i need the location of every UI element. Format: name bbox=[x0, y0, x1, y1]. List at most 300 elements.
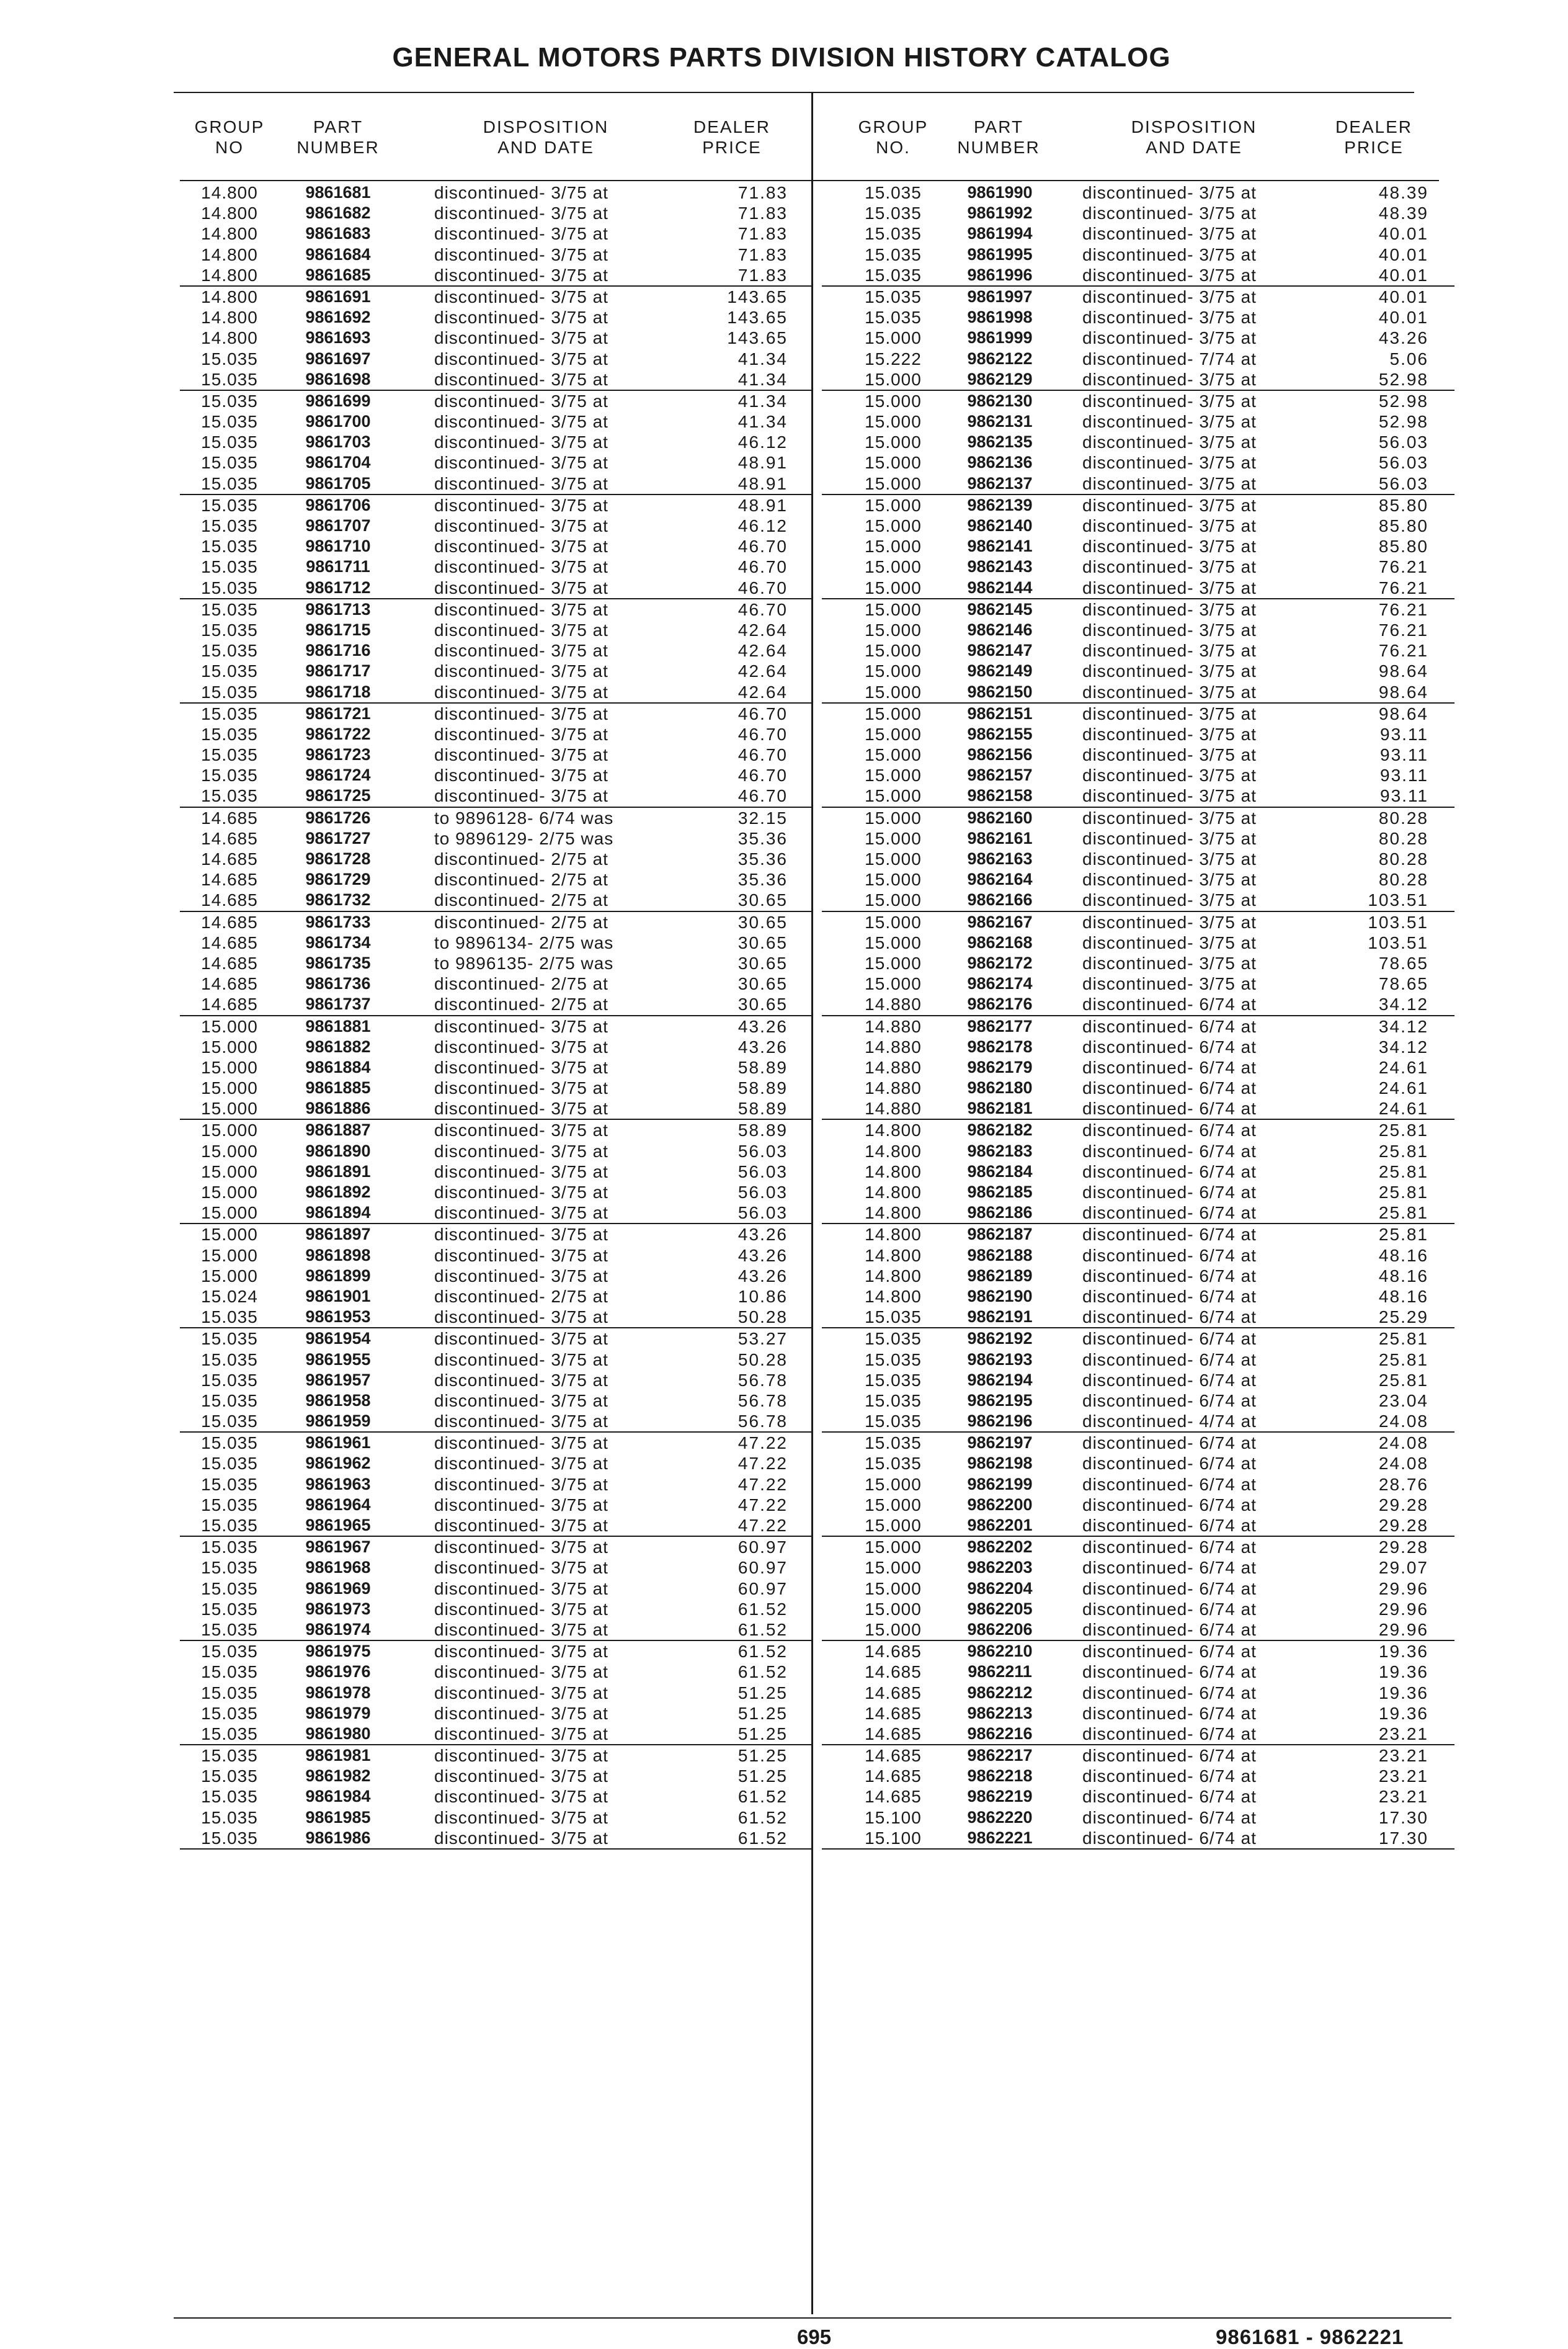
dealer-price: 30.65 bbox=[737, 974, 788, 994]
disposition: discontinued- 3/75 at bbox=[434, 473, 608, 493]
table-row bbox=[822, 1433, 1454, 1453]
group-no: 15.035 bbox=[201, 453, 258, 473]
disposition: discontinued- 3/75 at bbox=[1082, 953, 1257, 973]
disposition: discontinued- 6/74 at bbox=[1082, 1703, 1257, 1723]
table-row bbox=[180, 369, 813, 391]
group-no: 15.000 bbox=[865, 1537, 922, 1557]
disposition: discontinued- 3/75 at bbox=[1082, 620, 1257, 640]
part-number: 9861894 bbox=[305, 1203, 371, 1222]
table-row bbox=[822, 1141, 1454, 1161]
group-no: 15.000 bbox=[865, 578, 922, 597]
disposition: discontinued- 6/74 at bbox=[1082, 1225, 1257, 1245]
part-number: 9861976 bbox=[305, 1662, 371, 1681]
group-no: 15.000 bbox=[865, 661, 922, 681]
part-number: 9862189 bbox=[967, 1266, 1033, 1285]
table-row bbox=[180, 1307, 813, 1328]
group-no: 15.035 bbox=[201, 620, 258, 640]
dealer-price: 43.26 bbox=[737, 1016, 788, 1036]
part-number: 9861721 bbox=[305, 704, 371, 723]
dealer-price: 30.65 bbox=[737, 995, 788, 1014]
disposition: discontinued- 3/75 at bbox=[434, 557, 608, 577]
table-row bbox=[180, 1202, 813, 1224]
part-number: 9862210 bbox=[967, 1642, 1033, 1661]
disposition: discontinued- 3/75 at bbox=[434, 620, 608, 640]
dealer-price: 50.28 bbox=[737, 1307, 788, 1327]
part-number: 9862122 bbox=[967, 349, 1033, 368]
part-number: 9861705 bbox=[305, 473, 371, 493]
disposition: discontinued- 3/75 at bbox=[434, 204, 608, 223]
part-number: 9861981 bbox=[305, 1746, 371, 1765]
disposition: discontinued- 3/75 at bbox=[1082, 890, 1257, 910]
disposition: discontinued- 6/74 at bbox=[1082, 1662, 1257, 1682]
part-number: 9861685 bbox=[305, 265, 371, 284]
dealer-price: 25.81 bbox=[1378, 1161, 1428, 1181]
disposition: discontinued- 6/74 at bbox=[1082, 1183, 1257, 1202]
part-number: 9862211 bbox=[968, 1662, 1032, 1681]
group-no: 15.035 bbox=[865, 308, 922, 328]
table-row bbox=[822, 1266, 1454, 1286]
left-table-body bbox=[180, 182, 813, 1850]
part-number: 9861681 bbox=[305, 183, 371, 202]
table-row bbox=[822, 473, 1454, 495]
dealer-price: 41.34 bbox=[737, 349, 788, 369]
table-row bbox=[822, 785, 1454, 807]
disposition: discontinued- 3/75 at bbox=[434, 1037, 608, 1057]
part-number: 9861963 bbox=[305, 1474, 371, 1493]
disposition: discontinued- 3/75 at bbox=[434, 1225, 608, 1245]
group-no: 14.685 bbox=[865, 1724, 922, 1743]
part-number: 9861683 bbox=[305, 224, 371, 243]
group-no: 14.880 bbox=[865, 1057, 922, 1077]
disposition: to 9896128- 6/74 was bbox=[434, 808, 614, 828]
group-no: 15.000 bbox=[201, 1266, 258, 1286]
group-no: 15.035 bbox=[865, 244, 922, 264]
dealer-price: 76.21 bbox=[1378, 578, 1428, 597]
header-group: GROUP NO. bbox=[858, 117, 929, 157]
group-no: 15.035 bbox=[865, 1349, 922, 1369]
part-number: 9862156 bbox=[967, 745, 1033, 764]
table-row bbox=[822, 1766, 1454, 1786]
table-row bbox=[822, 973, 1454, 994]
disposition: discontinued- 6/74 at bbox=[1082, 1121, 1257, 1140]
table-row bbox=[180, 994, 813, 1016]
group-no: 15.035 bbox=[865, 1370, 922, 1390]
group-no: 15.035 bbox=[201, 557, 258, 577]
group-no: 15.000 bbox=[865, 745, 922, 765]
part-number: 9861974 bbox=[305, 1619, 371, 1639]
disposition: discontinued- 3/75 at bbox=[434, 308, 608, 328]
group-no: 15.035 bbox=[201, 724, 258, 744]
group-no: 15.000 bbox=[865, 1516, 922, 1535]
disposition: discontinued- 3/75 at bbox=[434, 1558, 608, 1578]
dealer-price: 25.81 bbox=[1378, 1370, 1428, 1390]
table-row bbox=[822, 869, 1454, 890]
table-row bbox=[822, 640, 1454, 661]
part-number: 9861969 bbox=[305, 1578, 371, 1598]
dealer-price: 56.78 bbox=[737, 1370, 788, 1390]
part-number: 9861715 bbox=[305, 620, 371, 639]
dealer-price: 56.03 bbox=[737, 1141, 788, 1161]
part-number: 9862180 bbox=[967, 1078, 1033, 1098]
table-row bbox=[822, 1724, 1454, 1745]
disposition: discontinued- 3/75 at bbox=[434, 1433, 608, 1453]
disposition: discontinued- 3/75 at bbox=[1082, 724, 1257, 744]
dealer-price: 85.80 bbox=[1378, 516, 1428, 535]
table-row bbox=[822, 1016, 1454, 1037]
header-price: DEALER PRICE bbox=[693, 117, 771, 157]
disposition: discontinued- 6/74 at bbox=[1082, 1370, 1257, 1390]
dealer-price: 103.51 bbox=[1368, 890, 1428, 910]
dealer-price: 35.36 bbox=[737, 828, 788, 848]
part-number: 9862198 bbox=[967, 1454, 1033, 1473]
dealer-price: 71.83 bbox=[737, 244, 788, 264]
part-number: 9861727 bbox=[305, 828, 371, 848]
disposition: discontinued- 3/75 at bbox=[1082, 745, 1257, 765]
table-row bbox=[180, 391, 813, 411]
group-no: 15.035 bbox=[201, 641, 258, 661]
disposition: discontinued- 3/75 at bbox=[434, 1329, 608, 1349]
disposition: discontinued- 4/74 at bbox=[1082, 1412, 1257, 1431]
table-row bbox=[822, 1453, 1454, 1474]
dealer-price: 58.89 bbox=[737, 1057, 788, 1077]
table-row bbox=[822, 432, 1454, 452]
part-number: 9861698 bbox=[305, 369, 371, 388]
dealer-price: 46.12 bbox=[737, 516, 788, 535]
table-row bbox=[822, 349, 1454, 369]
group-no: 15.000 bbox=[201, 1161, 258, 1181]
disposition: discontinued- 3/75 at bbox=[434, 1807, 608, 1827]
table-row bbox=[180, 1141, 813, 1161]
group-no: 15.000 bbox=[865, 495, 922, 515]
table-row bbox=[822, 994, 1454, 1016]
table-row bbox=[822, 1641, 1454, 1662]
dealer-price: 98.64 bbox=[1378, 661, 1428, 681]
part-number: 9862166 bbox=[967, 890, 1033, 910]
dealer-price: 25.81 bbox=[1378, 1225, 1428, 1245]
table-row bbox=[180, 1641, 813, 1662]
table-row bbox=[180, 411, 813, 432]
table-row bbox=[822, 1537, 1454, 1557]
disposition: discontinued- 3/75 at bbox=[434, 1078, 608, 1098]
disposition: discontinued- 6/74 at bbox=[1082, 1807, 1257, 1827]
table-row bbox=[180, 765, 813, 785]
part-number: 9861995 bbox=[967, 244, 1033, 264]
group-no: 14.685 bbox=[865, 1662, 922, 1682]
disposition: discontinued- 3/75 at bbox=[1082, 933, 1257, 952]
table-row bbox=[822, 745, 1454, 765]
table-row bbox=[822, 203, 1454, 223]
disposition: discontinued- 3/75 at bbox=[1082, 308, 1257, 328]
disposition: discontinued- 3/75 at bbox=[434, 661, 608, 681]
table-row bbox=[822, 828, 1454, 849]
group-no: 15.035 bbox=[201, 1433, 258, 1453]
table-row bbox=[180, 1390, 813, 1411]
part-number: 9861901 bbox=[305, 1286, 371, 1305]
disposition: discontinued- 3/75 at bbox=[434, 1412, 608, 1431]
dealer-price: 76.21 bbox=[1378, 599, 1428, 619]
disposition: discontinued- 3/75 at bbox=[434, 786, 608, 806]
disposition: discontinued- 6/74 at bbox=[1082, 1349, 1257, 1369]
dealer-price: 19.36 bbox=[1378, 1642, 1428, 1662]
dealer-price: 103.51 bbox=[1368, 933, 1428, 952]
part-number: 9861890 bbox=[305, 1141, 371, 1160]
part-number: 9861711 bbox=[306, 557, 370, 576]
part-number: 9861959 bbox=[305, 1412, 371, 1431]
table-row bbox=[822, 495, 1454, 516]
dealer-price: 51.25 bbox=[737, 1746, 788, 1766]
disposition: discontinued- 3/75 at bbox=[434, 1183, 608, 1202]
table-row bbox=[180, 1515, 813, 1537]
group-no: 15.035 bbox=[865, 1412, 922, 1431]
group-no: 14.685 bbox=[865, 1642, 922, 1662]
dealer-price: 43.26 bbox=[737, 1266, 788, 1286]
right-table-body bbox=[822, 182, 1454, 1850]
part-number: 9861997 bbox=[967, 287, 1033, 306]
disposition: discontinued- 3/75 at bbox=[1082, 224, 1257, 244]
dealer-price: 41.34 bbox=[737, 391, 788, 411]
dealer-price: 19.36 bbox=[1378, 1703, 1428, 1723]
group-no: 15.035 bbox=[201, 412, 258, 432]
part-number: 9862158 bbox=[967, 786, 1033, 805]
dealer-price: 35.36 bbox=[737, 849, 788, 869]
table-row bbox=[180, 1037, 813, 1057]
table-row bbox=[180, 912, 813, 933]
group-no: 14.800 bbox=[201, 224, 258, 244]
part-number: 9861898 bbox=[305, 1245, 371, 1264]
dealer-price: 47.22 bbox=[737, 1454, 788, 1474]
dealer-price: 5.06 bbox=[1389, 349, 1428, 369]
disposition: discontinued- 3/75 at bbox=[434, 391, 608, 411]
disposition: discontinued- 3/75 at bbox=[434, 1787, 608, 1807]
table-row bbox=[180, 1098, 813, 1120]
table-row bbox=[180, 1766, 813, 1786]
part-number: 9862183 bbox=[967, 1141, 1033, 1160]
part-number: 9862202 bbox=[967, 1537, 1033, 1557]
dealer-price: 48.16 bbox=[1378, 1245, 1428, 1265]
group-no: 15.000 bbox=[865, 849, 922, 869]
disposition: discontinued- 3/75 at bbox=[434, 516, 608, 535]
part-number: 9861999 bbox=[967, 328, 1033, 347]
part-number: 9862192 bbox=[967, 1329, 1033, 1348]
dealer-price: 61.52 bbox=[737, 1787, 788, 1807]
table-row bbox=[822, 1307, 1454, 1328]
dealer-price: 40.01 bbox=[1378, 265, 1428, 285]
dealer-price: 98.64 bbox=[1378, 704, 1428, 723]
table-row bbox=[180, 682, 813, 704]
part-number: 9861703 bbox=[305, 432, 371, 452]
part-number: 9862217 bbox=[967, 1746, 1033, 1765]
dealer-price: 46.70 bbox=[737, 578, 788, 597]
group-no: 15.035 bbox=[201, 745, 258, 765]
table-row bbox=[180, 203, 813, 223]
table-row bbox=[822, 1390, 1454, 1411]
dealer-price: 143.65 bbox=[727, 328, 788, 348]
part-number: 9861726 bbox=[305, 808, 371, 827]
disposition: discontinued- 6/74 at bbox=[1082, 1619, 1257, 1639]
table-row bbox=[180, 1328, 813, 1349]
group-no: 15.000 bbox=[201, 1225, 258, 1245]
disposition: discontinued- 6/74 at bbox=[1082, 1266, 1257, 1286]
dealer-price: 42.64 bbox=[737, 641, 788, 661]
dealer-price: 56.78 bbox=[737, 1390, 788, 1410]
table-row bbox=[180, 1828, 813, 1850]
disposition: discontinued- 3/75 at bbox=[434, 1642, 608, 1662]
dealer-price: 51.25 bbox=[737, 1724, 788, 1743]
part-number: 9861892 bbox=[305, 1183, 371, 1201]
dealer-price: 35.36 bbox=[737, 870, 788, 890]
dealer-price: 143.65 bbox=[727, 308, 788, 328]
table-row bbox=[822, 1599, 1454, 1619]
disposition: discontinued- 6/74 at bbox=[1082, 1141, 1257, 1161]
disposition: discontinued- 6/74 at bbox=[1082, 1329, 1257, 1349]
table-row bbox=[180, 1245, 813, 1266]
group-no: 14.800 bbox=[201, 244, 258, 264]
group-no: 14.685 bbox=[201, 849, 258, 869]
group-no: 15.000 bbox=[201, 1099, 258, 1119]
part-number: 9861887 bbox=[305, 1121, 371, 1140]
table-row bbox=[180, 1786, 813, 1807]
group-no: 14.800 bbox=[201, 328, 258, 348]
group-no: 14.800 bbox=[865, 1121, 922, 1140]
left-column bbox=[180, 112, 813, 1848]
dealer-price: 43.26 bbox=[737, 1225, 788, 1245]
part-number: 9861954 bbox=[305, 1329, 371, 1348]
disposition: discontinued- 3/75 at bbox=[434, 1578, 608, 1598]
disposition: discontinued- 3/75 at bbox=[434, 1516, 608, 1535]
disposition: discontinued- 6/74 at bbox=[1082, 1307, 1257, 1327]
disposition: discontinued- 3/75 at bbox=[434, 1683, 608, 1702]
table-row bbox=[180, 599, 813, 620]
table-row bbox=[180, 1662, 813, 1682]
group-no: 15.000 bbox=[865, 1578, 922, 1598]
group-no: 14.685 bbox=[865, 1746, 922, 1766]
dealer-price: 29.28 bbox=[1378, 1495, 1428, 1515]
part-number: 9861725 bbox=[305, 786, 371, 805]
disposition: discontinued- 2/75 at bbox=[434, 870, 608, 890]
dealer-price: 51.25 bbox=[737, 1683, 788, 1702]
disposition: discontinued- 6/74 at bbox=[1082, 1578, 1257, 1598]
table-row bbox=[822, 1224, 1454, 1245]
group-no: 15.000 bbox=[865, 766, 922, 785]
table-row bbox=[822, 661, 1454, 681]
group-no: 14.685 bbox=[201, 974, 258, 994]
disposition: discontinued- 6/74 at bbox=[1082, 1599, 1257, 1619]
table-row bbox=[822, 953, 1454, 973]
table-row bbox=[180, 495, 813, 516]
table-row bbox=[180, 933, 813, 953]
disposition: discontinued- 3/75 at bbox=[434, 1349, 608, 1369]
dealer-price: 24.61 bbox=[1378, 1078, 1428, 1098]
disposition: discontinued- 3/75 at bbox=[1082, 974, 1257, 994]
part-number: 9861961 bbox=[305, 1433, 371, 1452]
disposition: discontinued- 6/74 at bbox=[1082, 1203, 1257, 1223]
table-row bbox=[180, 1619, 813, 1641]
group-no: 15.000 bbox=[865, 704, 922, 723]
disposition: discontinued- 3/75 at bbox=[1082, 287, 1257, 306]
group-no: 14.800 bbox=[865, 1161, 922, 1181]
part-number: 9862167 bbox=[967, 912, 1033, 931]
dealer-price: 93.11 bbox=[1380, 745, 1428, 765]
group-no: 15.035 bbox=[865, 224, 922, 244]
dealer-price: 143.65 bbox=[727, 287, 788, 306]
dealer-price: 24.08 bbox=[1378, 1412, 1428, 1431]
group-no: 15.035 bbox=[201, 1537, 258, 1557]
part-number: 9862196 bbox=[967, 1412, 1033, 1431]
group-no: 15.035 bbox=[201, 369, 258, 389]
dealer-price: 34.12 bbox=[1378, 1037, 1428, 1057]
dealer-price: 23.21 bbox=[1378, 1746, 1428, 1766]
table-row bbox=[822, 1786, 1454, 1807]
table-row bbox=[180, 1349, 813, 1370]
group-no: 15.035 bbox=[865, 1329, 922, 1349]
dealer-price: 41.34 bbox=[737, 369, 788, 389]
part-number: 9862190 bbox=[967, 1286, 1033, 1305]
part-number: 9862149 bbox=[967, 661, 1033, 681]
table-row bbox=[822, 1098, 1454, 1120]
group-no: 15.000 bbox=[865, 786, 922, 806]
disposition: discontinued- 3/75 at bbox=[434, 1495, 608, 1515]
table-row bbox=[822, 307, 1454, 328]
table-row bbox=[180, 745, 813, 765]
group-no: 15.035 bbox=[201, 578, 258, 597]
group-no: 15.000 bbox=[865, 516, 922, 535]
group-no: 14.685 bbox=[865, 1766, 922, 1786]
table-row bbox=[822, 1202, 1454, 1224]
table-row bbox=[180, 516, 813, 536]
group-no: 15.035 bbox=[201, 1558, 258, 1578]
group-no: 14.880 bbox=[865, 1016, 922, 1036]
group-no: 15.000 bbox=[865, 1619, 922, 1639]
dealer-price: 28.76 bbox=[1378, 1474, 1428, 1494]
dealer-price: 46.70 bbox=[737, 786, 788, 806]
disposition: discontinued- 3/75 at bbox=[1082, 391, 1257, 411]
table-row bbox=[180, 473, 813, 495]
disposition: discontinued- 3/75 at bbox=[1082, 557, 1257, 577]
disposition: discontinued- 3/75 at bbox=[1082, 244, 1257, 264]
table-row bbox=[822, 620, 1454, 640]
disposition: discontinued- 3/75 at bbox=[1082, 704, 1257, 723]
table-row bbox=[822, 1578, 1454, 1599]
dealer-price: 71.83 bbox=[737, 224, 788, 244]
table-row bbox=[180, 1161, 813, 1182]
part-number: 9862174 bbox=[967, 974, 1033, 993]
table-row bbox=[180, 849, 813, 869]
table-row bbox=[822, 1057, 1454, 1078]
disposition: discontinued- 3/75 at bbox=[1082, 473, 1257, 493]
dealer-price: 30.65 bbox=[737, 953, 788, 973]
group-no: 15.035 bbox=[201, 1787, 258, 1807]
group-no: 15.024 bbox=[201, 1286, 258, 1306]
part-number: 9861978 bbox=[305, 1683, 371, 1702]
disposition: discontinued- 3/75 at bbox=[1082, 183, 1257, 202]
group-no: 15.035 bbox=[201, 1516, 258, 1535]
dealer-price: 29.07 bbox=[1378, 1558, 1428, 1578]
disposition: discontinued- 3/75 at bbox=[434, 1121, 608, 1140]
part-number: 9861984 bbox=[305, 1787, 371, 1806]
group-no: 15.035 bbox=[201, 786, 258, 806]
dealer-price: 47.22 bbox=[737, 1474, 788, 1494]
group-no: 15.000 bbox=[201, 1245, 258, 1265]
disposition: discontinued- 3/75 at bbox=[434, 599, 608, 619]
part-number: 9861975 bbox=[305, 1642, 371, 1661]
table-row bbox=[822, 1078, 1454, 1098]
disposition: discontinued- 6/74 at bbox=[1082, 1474, 1257, 1494]
dealer-price: 50.28 bbox=[737, 1349, 788, 1369]
disposition: discontinued- 3/75 at bbox=[1082, 849, 1257, 869]
part-number: 9861885 bbox=[305, 1078, 371, 1098]
table-row bbox=[180, 1286, 813, 1307]
dealer-price: 43.26 bbox=[737, 1245, 788, 1265]
